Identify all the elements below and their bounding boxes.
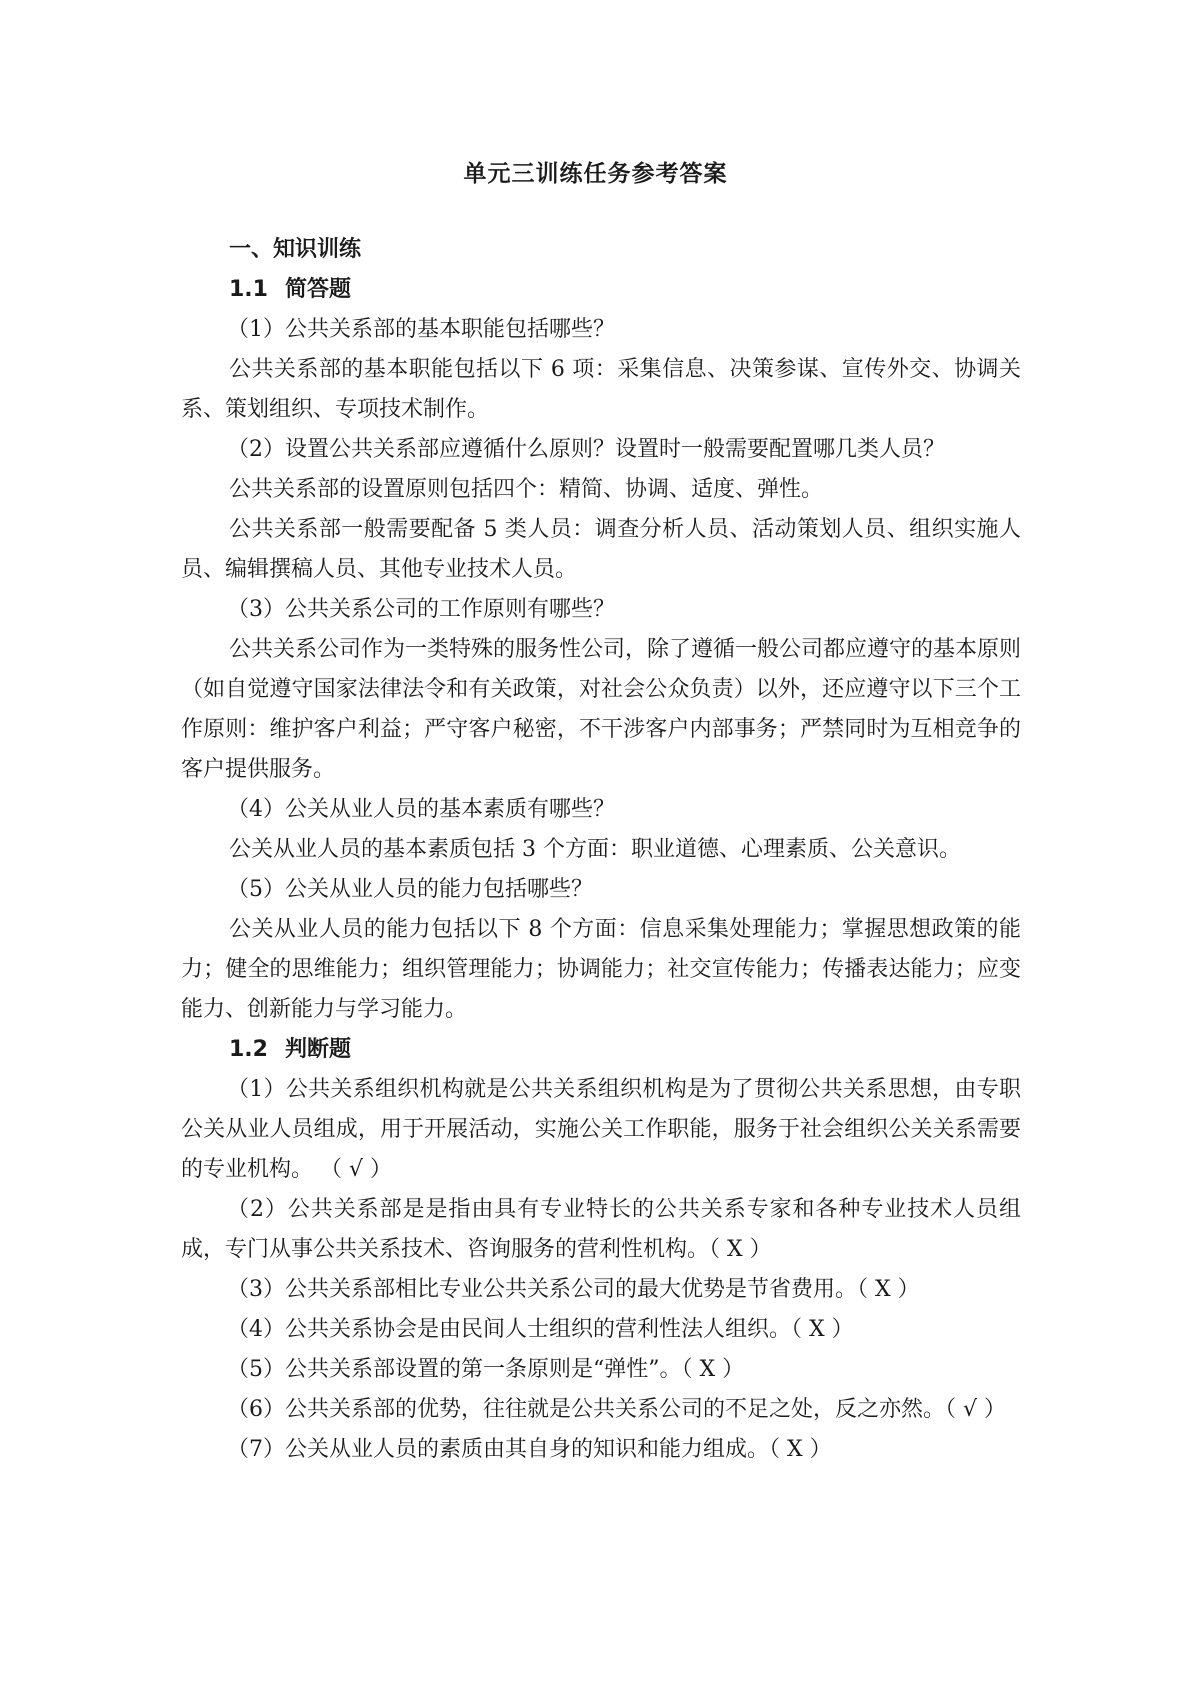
subsection-heading-true-false	[229, 1030, 1021, 1070]
judgment-item: （6）公共关系部的优势，往往就是公共关系公司的不足之处，反之亦然。（ √ ）	[227, 1397, 1007, 1422]
judgment-item: （2）公共关系部是是指由具有专业特长的公共关系专家和各种专业技术人员组成，专门从事公共关系技术、咨询服务的营利性机构。（ X ）	[181, 1197, 1021, 1262]
page-body	[181, 230, 1021, 1470]
question-paragraph: （2）设置公共关系部应遵循什么原则？设置时一般需要配置哪几类人员？	[227, 437, 945, 462]
judgment-item: （3）公共关系部相比专业公共关系公司的最大优势是节省费用。（ X ）	[227, 1277, 920, 1302]
judgment-item: （5）公共关系部设置的第一条原则是“弹性”。（ X ）	[227, 1357, 745, 1382]
question-paragraph: （3）公共关系公司的工作原则有哪些？	[227, 597, 615, 622]
judgment-item: （1）公共关系组织机构就是公共关系组织机构是为了贯彻公共关系思想，由专职公关从业人员组成，用于开展活动，实施公关工作职能，服务于社会组织公关关系需要的专业机构。 （ √ ）	[181, 1077, 1021, 1182]
subsection-heading-short-answer	[229, 270, 1021, 310]
judgment-item: （7）公关从业人员的素质由其自身的知识和能力组成。（ X ）	[227, 1437, 832, 1462]
subsection-number: 1.2	[229, 1037, 268, 1062]
page-title: 单元三训练任务参考答案	[463, 161, 728, 187]
question-paragraph: （1）公共关系部的基本职能包括哪些？	[227, 317, 615, 342]
answer-paragraph: 公共关系部的设置原则包括四个：精简、协调、适度、弹性。	[229, 477, 824, 502]
answer-paragraph: 公共关系公司作为一类特殊的服务性公司，除了遵循一般公司都应遵守的基本原则（如自觉遵守国家法律法令和有关政策，对社会公众负责）以外，还应遵守以下三个工作原则：维护客户利益；严守客户秘密，不干涉客户内部事务；严禁同时为互相竞争的客户提供服务。	[181, 637, 1022, 782]
subsection-label: 简答题	[285, 277, 352, 302]
section-heading: 一、知识训练	[229, 237, 362, 262]
subsection-label: 判断题	[285, 1037, 352, 1062]
question-paragraph: （5）公关从业人员的能力包括哪些？	[227, 877, 593, 902]
answer-paragraph: 公共关系部一般需要配备 5 类人员：调查分析人员、活动策划人员、组织实施人员、编辑撰稿人员、其他专业技术人员。	[181, 517, 1021, 582]
answer-paragraph: 公共关系部的基本职能包括以下 6 项：采集信息、决策参谋、宣传外交、协调关系、策划组织、专项技术制作。	[181, 357, 1021, 422]
answer-paragraph: 公关从业人员的能力包括以下 8 个方面：信息采集处理能力；掌握思想政策的能力；健全的思维能力；组织管理能力；协调能力；社交宣传能力；传播表达能力；应变能力、创新能力与学习能力。	[181, 917, 1021, 1022]
question-paragraph: （4）公关从业人员的基本素质有哪些？	[227, 797, 615, 822]
judgment-item: （4）公共关系协会是由民间人士组织的营利性法人组织。（ X ）	[227, 1317, 854, 1342]
subsection-number: 1.1	[229, 277, 268, 302]
answer-paragraph: 公关从业人员的基本素质包括 3 个方面：职业道德、心理素质、公关意识。	[229, 837, 961, 862]
